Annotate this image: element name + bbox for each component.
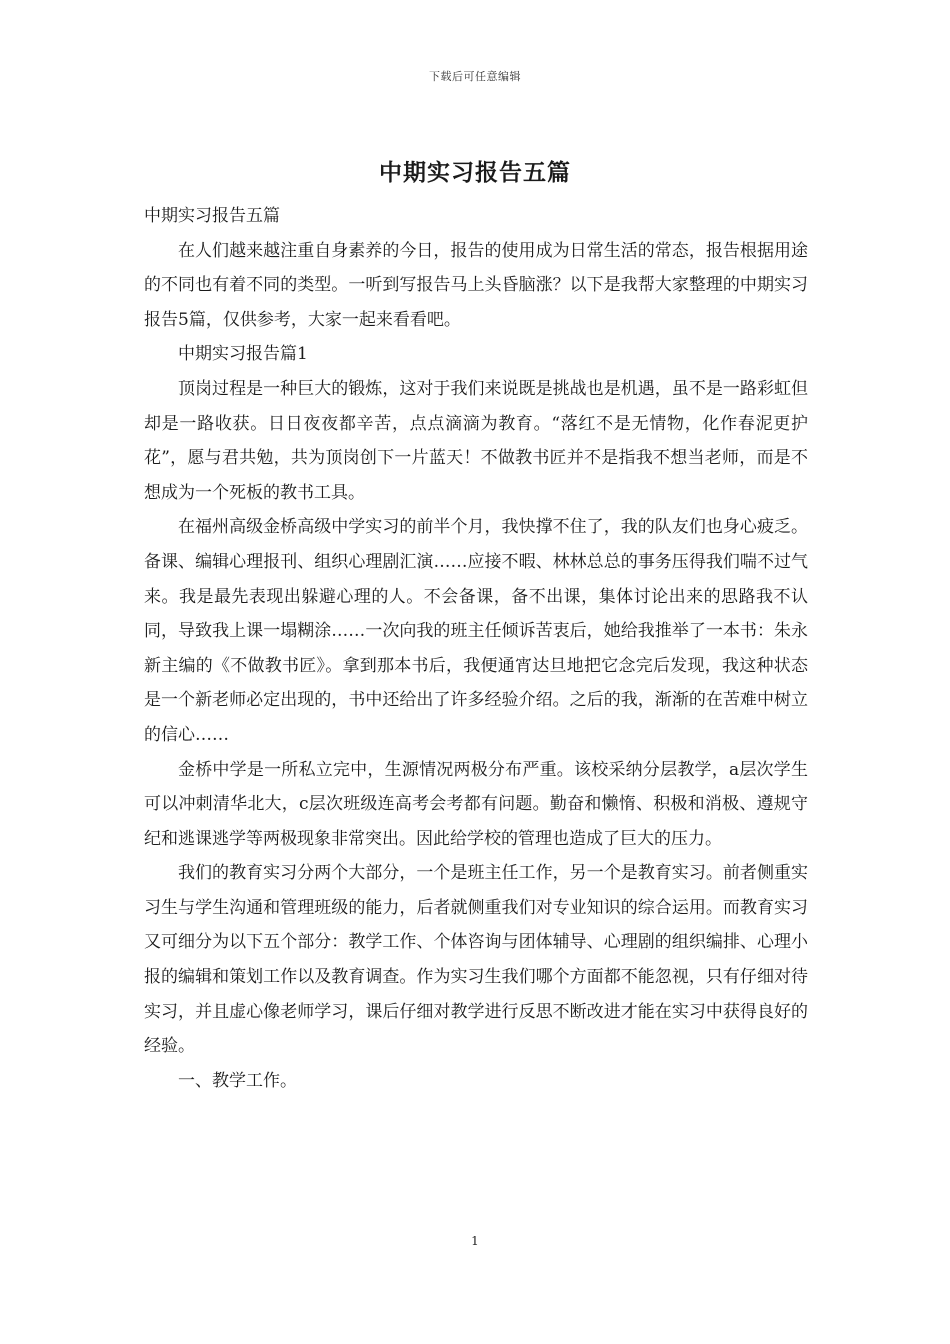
body-paragraph: 金桥中学是一所私立完中，生源情况两极分布严重。该校采纳分层教学，a层次学生可以冲刺清华北大，c层次班级连高考会考都有问题。勤奋和懒惰、积极和消极、遵规守纪和逃课逃学等两极现象非常突出。因此给学校的管理也造成了巨大的压力。 — [144, 759, 808, 849]
body-paragraph: 我们的教育实习分两个大部分，一个是班主任工作，另一个是教育实习。前者侧重实习生与学生沟通和管理班级的能力，后者就侧重我们对专业知识的综合运用。而教育实习又可细分为以下五个部分：教学工作、个体咨询与团体辅导、心理剧的组织编排、心理小报的编辑和策划工作以及教育调查。作为实习生我们哪个方面都不能忽视，只有仔细对待实习，并且虚心像老师学习，课后仔细对教学进行反思不断改进才能在实习中获得良好的经验。 — [144, 863, 808, 1057]
document-body — [144, 199, 808, 1098]
page-number: 1 — [471, 1234, 479, 1248]
document-title: 中期实习报告五篇 — [379, 159, 571, 186]
body-paragraph: 顶岗过程是一种巨大的锻炼，这对于我们来说既是挑战也是机遇，虽不是一路彩虹但却是一路收获。日日夜夜都辛苦，点点滴滴为教育。“落红不是无情物，化作春泥更护花”，愿与君共勉，共为顶岗创下一片蓝天！不做教书匠并不是指我不想当老师，而是不想成为一个死板的教书工具。 — [144, 378, 808, 503]
subtitle-line: 中期实习报告五篇 — [144, 206, 280, 226]
page-header-note: 下载后可任意编辑 — [429, 70, 521, 83]
intro-paragraph: 在人们越来越注重自身素养的今日，报告的使用成为日常生活的常态，报告根据用途的不同也有着不同的类型。一听到写报告马上头昏脑涨？以下是我帮大家整理的中期实习报告5篇，仅供参考，大家一起来看看吧。 — [144, 240, 808, 330]
section-heading: 中期实习报告篇1 — [178, 344, 308, 365]
subsection-heading: 一、教学工作。 — [178, 1070, 297, 1091]
body-paragraph: 在福州高级金桥高级中学实习的前半个月，我快撑不住了，我的队友们也身心疲乏。备课、编辑心理报刊、组织心理剧汇演……应接不暇、林林总总的事务压得我们喘不过气来。我是最先表现出躲避心理的人。不会备课，备不出课，集体讨论出来的思路我不认同，导致我上课一塌糊涂……一次向我的班主任倾诉苦衷后，她给我推举了一本书：朱永新主编的《不做教书匠》。拿到那本书后，我便通宵达旦地把它念完后发现，我这种状态是一个新老师必定出现的，书中还给出了许多经验介绍。之后的我，渐渐的在苦难中树立的信心…… — [144, 517, 808, 745]
